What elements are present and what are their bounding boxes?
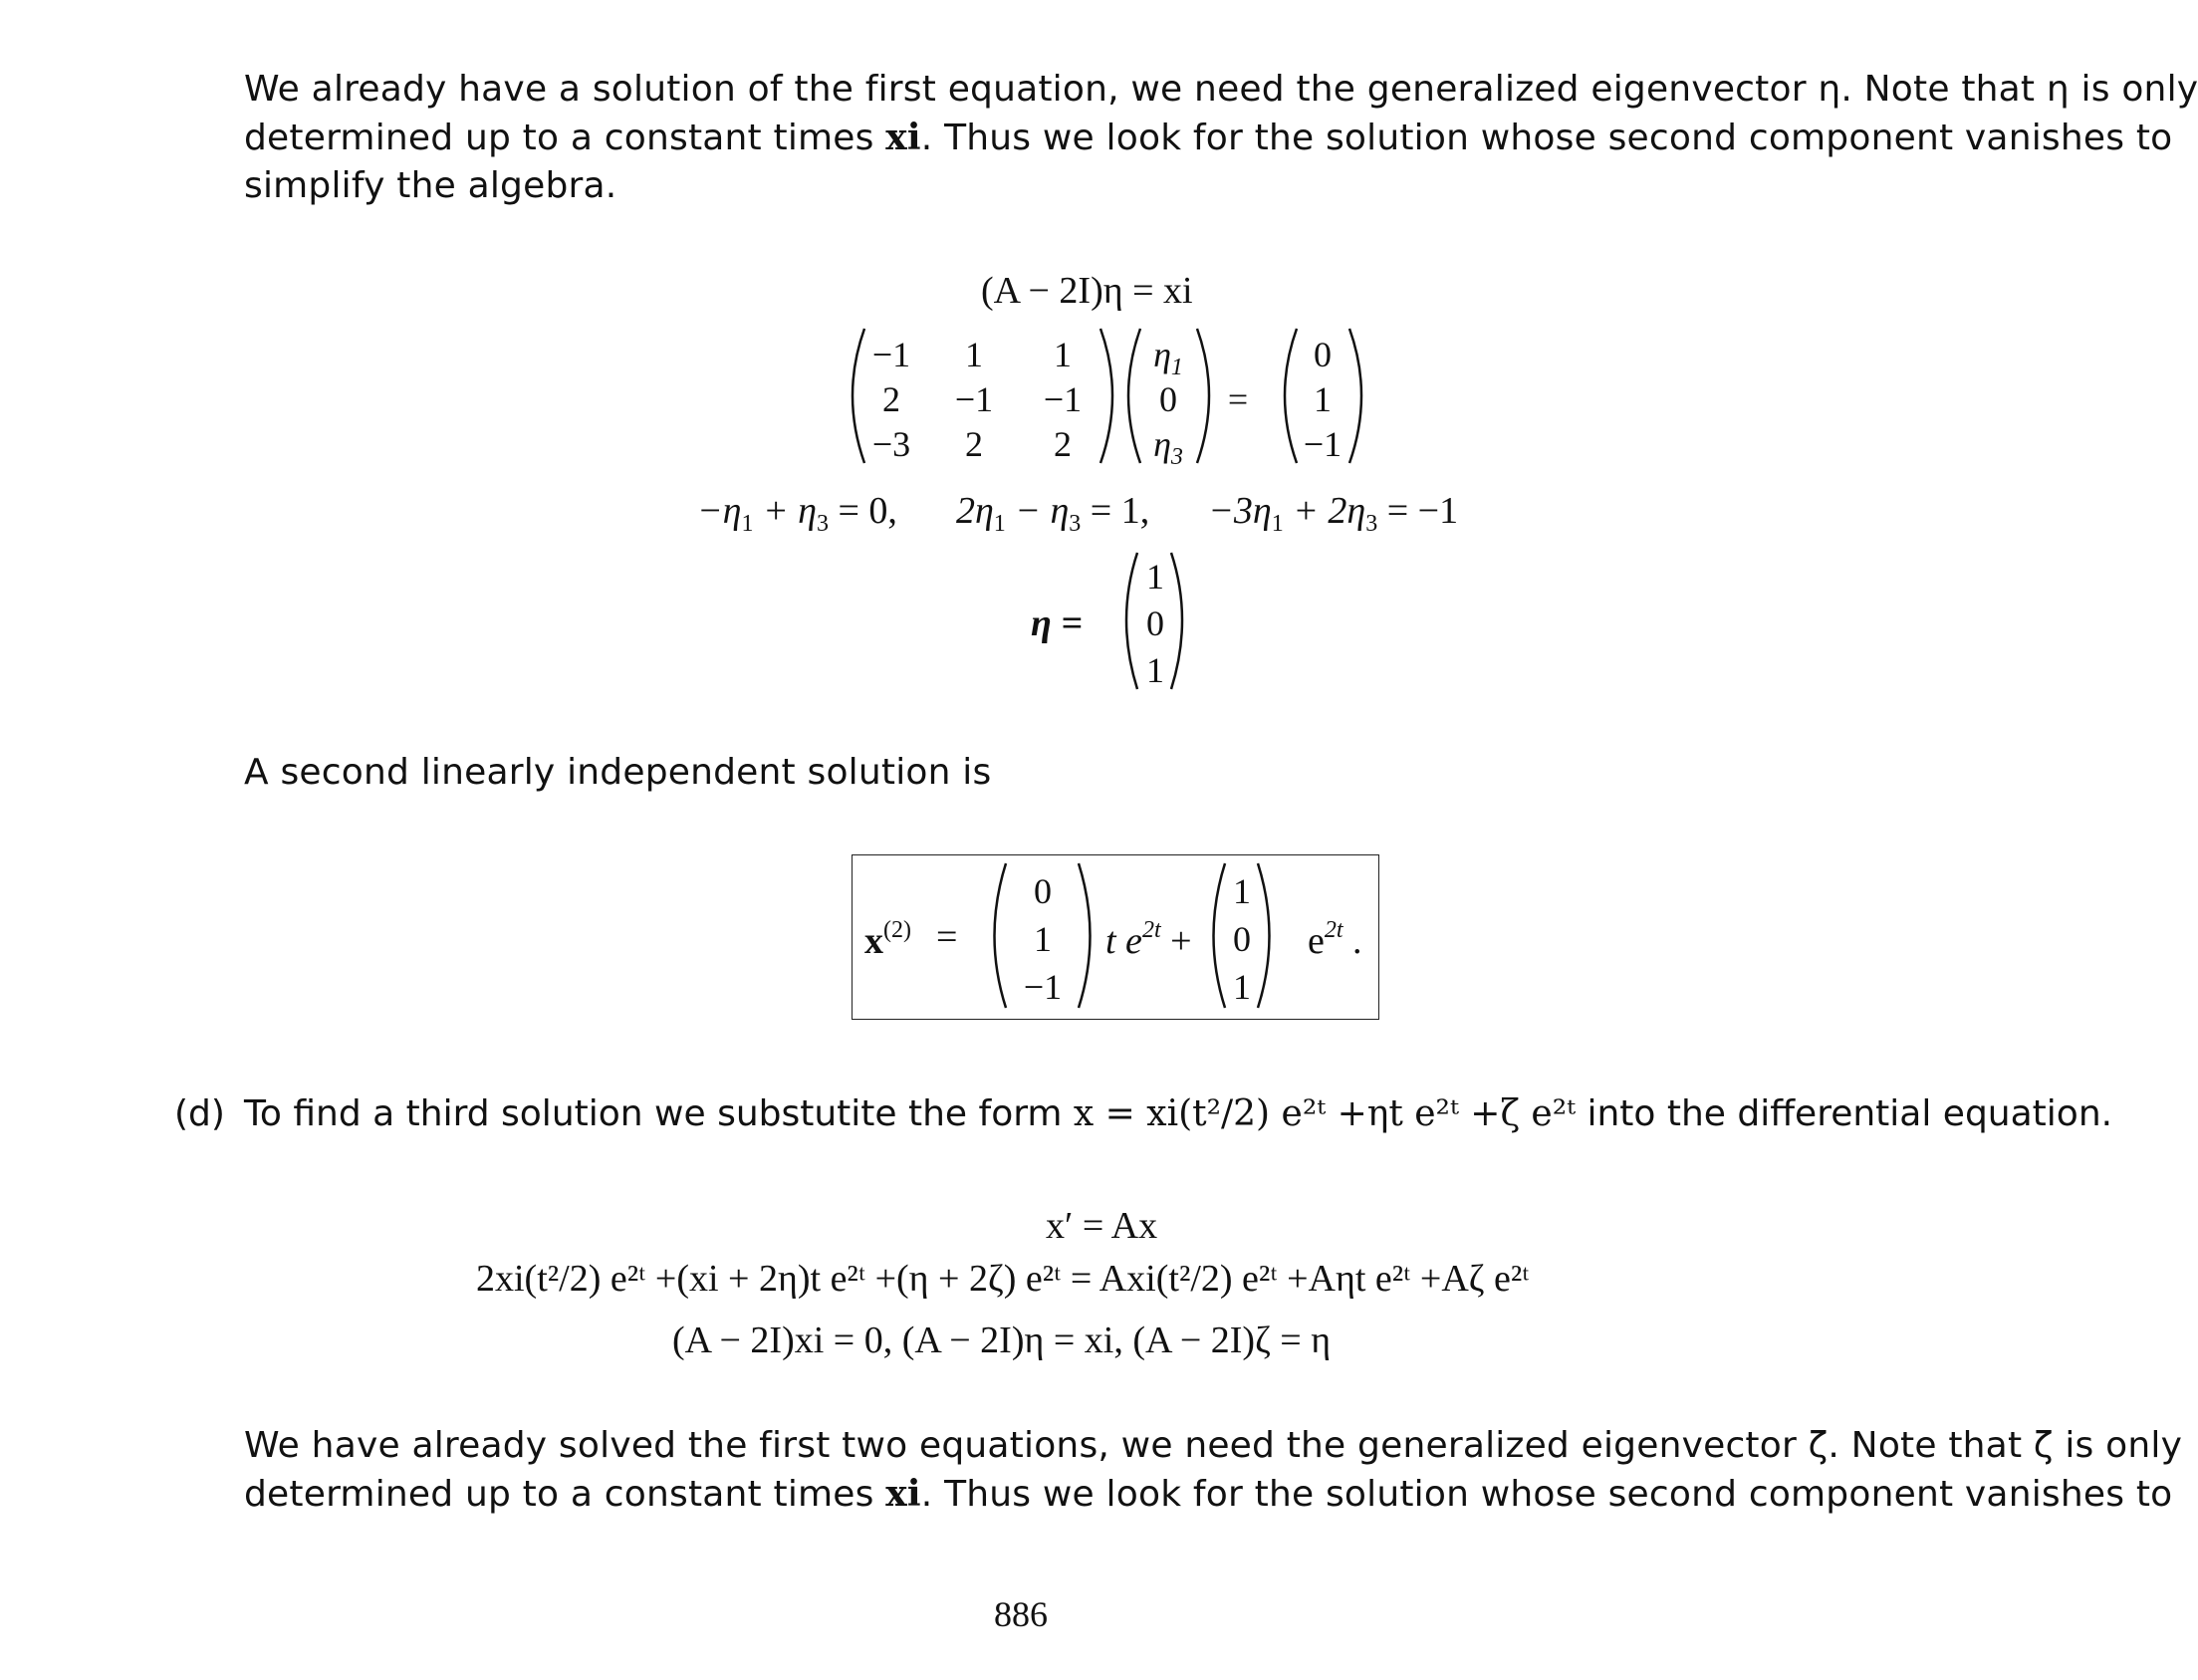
second-solution-text: A second linearly independent solution is xyxy=(244,752,992,793)
intro-line-3: simplify the algebra. xyxy=(244,165,617,206)
outro-line-1: We have already solved the first two equations, we need the generalized eigenvector ζ. Note that ζ is only xyxy=(244,1425,2183,1466)
equation-xprime: x′ = Ax xyxy=(1046,1205,1158,1247)
rhs-vec-cell: 1 xyxy=(1314,379,1332,419)
matrix-cell: 2 xyxy=(1054,424,1072,464)
eta-result-cell: 1 xyxy=(1146,557,1164,597)
eta-vec-cell: 0 xyxy=(1159,379,1177,419)
matrix-cell: 2 xyxy=(882,379,900,419)
outro-line-2: determined up to a constant times xi. Thus we look for the solution whose second component vanishes to xyxy=(244,1473,2173,1515)
matrix-cell: −1 xyxy=(1043,379,1083,419)
matrix-equation xyxy=(837,324,1414,473)
part-d-text: To find a third solution we substutite the form x = xi(t²/2) e²ᵗ +ηt e²ᵗ +ζ e²ᵗ into the differential equation. xyxy=(244,1093,2113,1134)
boxed-v2-cell: 0 xyxy=(1233,919,1251,959)
equation-system-d: (A − 2I)xi = 0, (A − 2I)η = xi, (A − 2I)ζ = η xyxy=(672,1320,1332,1361)
eta-result-cell: 0 xyxy=(1146,603,1164,643)
eta-vec-cell: $\eta_1$ xyxy=(1153,335,1183,380)
boxed-x: $x^{(2)}$ xyxy=(864,917,911,962)
boxed-equals: = xyxy=(936,916,958,958)
matrix-cell: −3 xyxy=(871,424,911,464)
matrix-cell: −1 xyxy=(871,335,911,374)
scalar-system: $-\eta_1 + \eta_3 = 0$, $2\eta_1 - \eta_3 = 1$, $-3\eta_1 + 2\eta_3 = -1$ xyxy=(697,490,1459,537)
eta-result-vector xyxy=(1115,548,1195,697)
intro-paragraph xyxy=(244,66,2198,210)
boxed-e-term: $e^{2t}$ . xyxy=(1308,917,1362,962)
part-d-label: (d) xyxy=(174,1093,225,1134)
matrix-cell: 1 xyxy=(965,335,983,374)
matrix-cell: 2 xyxy=(965,424,983,464)
rhs-vec-cell: −1 xyxy=(1303,424,1343,464)
equation-substituted: 2xi(t²/2) e²ᵗ +(xi + 2η)t e²ᵗ +(η + 2ζ) e²ᵗ = Axi(t²/2) e²ᵗ +Aηt e²ᵗ +Aζ e²ᵗ xyxy=(476,1258,1530,1300)
eta-result-cell: 1 xyxy=(1146,650,1164,690)
matrix-cell: 1 xyxy=(1054,335,1072,374)
eta-result-lhs: η = xyxy=(1031,602,1084,644)
outro-paragraph xyxy=(244,1422,2183,1519)
intro-line-1: We already have a solution of the first equation, we need the generalized eigenvector η. Note that η is only xyxy=(244,69,2198,110)
boxed-t-term: t $e^{2t}$ + xyxy=(1105,917,1192,962)
boxed-v2-cell: 1 xyxy=(1233,871,1251,911)
intro-line-2: determined up to a constant times xi. Thus we look for the solution whose second component vanishes to xyxy=(244,117,2173,158)
eta-vec-cell: $\eta_3$ xyxy=(1153,424,1183,470)
boxed-v1-cell: 1 xyxy=(1034,919,1052,959)
boxed-v1-cell: 0 xyxy=(1034,871,1052,911)
equation-generalized-eigen: (A − 2I)η = xi xyxy=(981,270,1193,312)
rhs-vec-cell: 0 xyxy=(1314,335,1332,374)
boxed-v2-cell: 1 xyxy=(1233,967,1251,1007)
page-number: 886 xyxy=(994,1594,1048,1634)
boxed-v1-cell: −1 xyxy=(1023,967,1063,1007)
matrix-cell: −1 xyxy=(954,379,994,419)
equals-sign: = xyxy=(1227,379,1249,419)
